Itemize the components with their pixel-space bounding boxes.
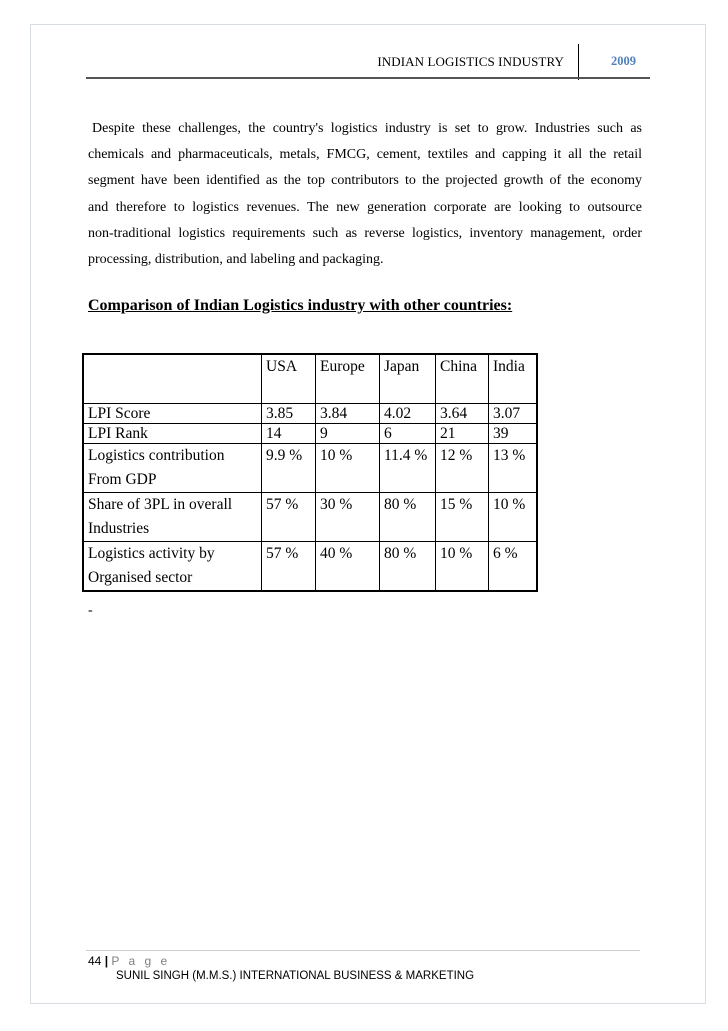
- table-header-cell: [83, 354, 262, 404]
- table-cell: 3.07: [489, 404, 538, 424]
- table-cell: 30 %: [316, 493, 380, 542]
- table-row: [83, 424, 537, 444]
- footer-separator: |: [104, 954, 109, 968]
- table-cell: 6: [380, 424, 436, 444]
- footer-page-number: [88, 954, 170, 968]
- header-title: INDIAN LOGISTICS INDUSTRY: [377, 54, 564, 69]
- table-cell: 11.4 %: [380, 444, 436, 493]
- paragraph-line: segment have been identified as the top contributors to the projected growth of the economy: [88, 173, 642, 189]
- table-cell: 3.64: [436, 404, 489, 424]
- table-cell: 39: [489, 424, 538, 444]
- trailing-mark: -: [88, 603, 93, 618]
- body-paragraph: [88, 116, 642, 273]
- table-header-cell: Japan: [380, 354, 436, 404]
- table-header-cell: USA: [262, 354, 316, 404]
- page-number: 44: [88, 954, 102, 968]
- comparison-table: [82, 353, 538, 592]
- table-cell: 3.84: [316, 404, 380, 424]
- page-label: P a g e: [111, 954, 171, 968]
- table-row: [83, 404, 537, 424]
- table-cell: 21: [436, 424, 489, 444]
- row-label: LPI Rank: [83, 424, 262, 444]
- paragraph-line: chemicals and pharmaceuticals, metals, FMCG, cement, textiles and capping it all the retail: [88, 147, 642, 163]
- table-cell: 10 %: [436, 542, 489, 592]
- table-row: [83, 444, 537, 493]
- table-cell: 40 %: [316, 542, 380, 592]
- header-separator: [578, 44, 579, 80]
- table-cell: 10 %: [489, 493, 538, 542]
- table-cell: 57 %: [262, 542, 316, 592]
- table-cell: 14: [262, 424, 316, 444]
- table-cell: 9: [316, 424, 380, 444]
- table-cell: 80 %: [380, 542, 436, 592]
- footer-author: SUNIL SINGH (M.M.S.) INTERNATIONAL BUSINESS & MARKETING: [116, 970, 475, 982]
- header-rule: [86, 77, 650, 79]
- paragraph-line: non-traditional logistics requirements such as reverse logistics, inventory management, order: [88, 225, 642, 241]
- table-cell: 13 %: [489, 444, 538, 493]
- table-row: [83, 493, 537, 542]
- row-label: Share of 3PL in overall Industries: [83, 493, 262, 542]
- section-heading: Comparison of Indian Logistics industry with other countries:: [88, 297, 513, 314]
- paragraph-line: processing, distribution, and labeling and packaging.: [88, 252, 384, 268]
- table-cell: 80 %: [380, 493, 436, 542]
- table-cell: 6 %: [489, 542, 538, 592]
- row-label: LPI Score: [83, 404, 262, 424]
- table-header-cell: China: [436, 354, 489, 404]
- paragraph-line: and therefore to logistics revenues. The new generation corporate are looking to outsource: [88, 199, 642, 215]
- footer-rule: [86, 950, 640, 951]
- table-cell: 3.85: [262, 404, 316, 424]
- table-header-cell: India: [489, 354, 538, 404]
- row-label: Logistics contribution From GDP: [83, 444, 262, 493]
- page-header: [86, 50, 648, 80]
- table-row: [83, 542, 537, 592]
- table-header-cell: Europe: [316, 354, 380, 404]
- header-year: 2009: [611, 54, 636, 68]
- row-label: Logistics activity by Organised sector: [83, 542, 262, 592]
- table-cell: 12 %: [436, 444, 489, 493]
- table-cell: 57 %: [262, 493, 316, 542]
- table-header-row: [83, 354, 537, 404]
- paragraph-line: Despite these challenges, the country's logistics industry is set to grow. Industries such as: [92, 121, 642, 136]
- table-cell: 10 %: [316, 444, 380, 493]
- table-cell: 9.9 %: [262, 444, 316, 493]
- table-cell: 4.02: [380, 404, 436, 424]
- table-cell: 15 %: [436, 493, 489, 542]
